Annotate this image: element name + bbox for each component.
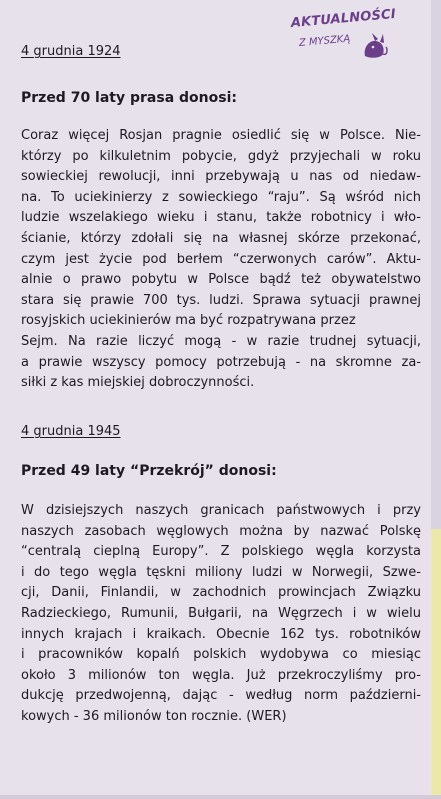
article1-line: Sejm. Na razie liczyć mogą - w razie trudnej sytuacji, (21, 333, 421, 349)
article1-line: ludzie wszelakiego wieku i stanu, także robotnicy i wło- (21, 210, 421, 226)
article2-date: 4 grudnia 1945 (21, 424, 121, 439)
article2-body (21, 501, 421, 728)
article1-line: alnie o prawo pobytu w Polsce bądź też obywatelstwo (21, 272, 421, 288)
article1-line: czym jest życie pod berłem “czerwonych carów”. Aktu- (21, 251, 421, 267)
page-bottom-band (0, 795, 441, 799)
article2-line: innych krajach i kraikach. Obecnie 162 tys. robotników (21, 626, 421, 642)
article1-line: na. To uciekinierzy z sowieckiego “raju”. Są wśród nich (21, 189, 421, 205)
article2-line: kowych - 36 milionów ton rocznie. (WER) (21, 708, 287, 724)
article1-line: a prawie wszyscy pomocy potrzebują - na skromne za- (21, 354, 421, 370)
article2-line: Radzieckiego, Rumunii, Bułgarii, na Węgrzech i w wielu (21, 605, 421, 621)
article1-line: ścianie, którzy zdołali się na własnej skórze przekonać, (21, 230, 421, 246)
article1-line: którzy po kilkuletnim pobycie, gdyż przyjechali w roku (21, 148, 421, 164)
article2-line: około 3 milionów ton węgla. Już przekroczyliśmy pro- (21, 667, 421, 683)
article2-line: W dzisiejszych naszych granicach państwowych i przy (21, 503, 421, 518)
article2-line: i pracowników kopalń polskich wydobywa co miesiąc (21, 647, 421, 663)
article1-line: siłki z kas miejskiej dobroczynności. (21, 375, 255, 391)
article2-line: “centralą cieplną Europy”. Z polskiego węgla korzysta (21, 544, 421, 560)
column-logo (290, 6, 401, 72)
article1-date: 4 grudnia 1924 (21, 44, 121, 59)
article1-line: stara się prawie 700 tys. ludzi. Sprawa sytuacji prawnej (21, 292, 421, 308)
article2-line: naszych zasobach węglowych można by nazwać Polskę (21, 523, 421, 539)
logo-subtitle: Z MYSZKĄ (298, 33, 351, 49)
page-edge-yellow (431, 529, 441, 799)
article2-line: i do tego węgla tęskni miliony ludzi w Norwegii, Szwe- (21, 564, 421, 580)
mouse-icon (361, 30, 389, 60)
article1-line: sowieckiej rewolucji, inni przebywają u nas od niedaw- (21, 169, 421, 185)
page-edge-strip (431, 0, 441, 799)
article1-line: Coraz więcej Rosjan pragnie osiedlić się w Polsce. Nie- (21, 128, 421, 143)
logo-title: AKTUALNOŚCI (290, 6, 397, 31)
article1-heading: Przed 70 laty prasa donosi: (21, 90, 237, 106)
article2-line: cji, Danii, Finlandii, w zachodnich prowincjach Związku (21, 585, 421, 601)
article2-heading: Przed 49 laty “Przekrój” donosi: (21, 463, 277, 479)
article1-body (21, 126, 421, 394)
article1-line: rosyjskich uciekinierów ma być rozpatrywana przez (21, 313, 356, 329)
article2-line: dukcję przedwojenną, dając - według norm październi- (21, 688, 421, 704)
